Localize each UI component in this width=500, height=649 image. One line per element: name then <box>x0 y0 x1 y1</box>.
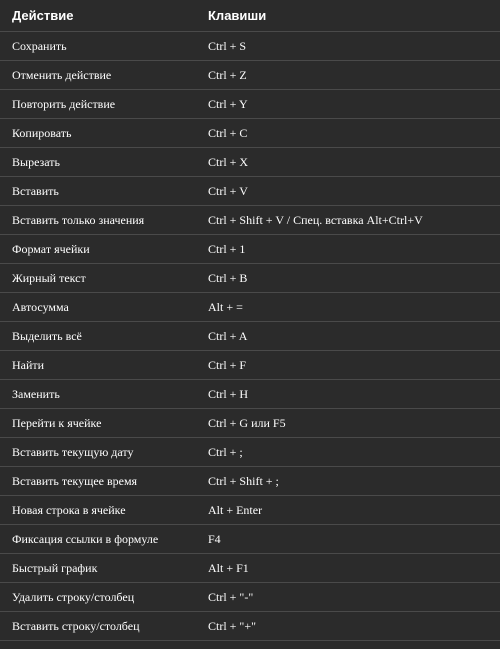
cell-keys: Ctrl + "-" <box>196 583 500 612</box>
table-row <box>0 32 500 61</box>
table-row <box>0 177 500 206</box>
cell-keys: Ctrl + Shift + V / Спец. вставка Alt+Ctrl+V <box>196 206 500 235</box>
cell-action: Отменить действие <box>0 61 196 90</box>
table-body <box>0 32 500 641</box>
cell-keys: Ctrl + B <box>196 264 500 293</box>
cell-keys: Alt + F1 <box>196 554 500 583</box>
cell-keys: Ctrl + H <box>196 380 500 409</box>
cell-keys: Ctrl + C <box>196 119 500 148</box>
cell-keys: F4 <box>196 525 500 554</box>
cell-keys: Ctrl + "+" <box>196 612 500 641</box>
cell-keys: Ctrl + Z <box>196 61 500 90</box>
cell-keys: Ctrl + Y <box>196 90 500 119</box>
cell-action: Заменить <box>0 380 196 409</box>
table-row <box>0 612 500 641</box>
cell-action: Вставить текущее время <box>0 467 196 496</box>
cell-action: Повторить действие <box>0 90 196 119</box>
cell-keys: Alt + = <box>196 293 500 322</box>
table-row <box>0 293 500 322</box>
table-row <box>0 206 500 235</box>
cell-keys: Ctrl + A <box>196 322 500 351</box>
table-row <box>0 438 500 467</box>
table-row <box>0 235 500 264</box>
cell-keys: Ctrl + X <box>196 148 500 177</box>
column-header-action: Действие <box>0 0 196 32</box>
cell-action: Вставить текущую дату <box>0 438 196 467</box>
table-row <box>0 351 500 380</box>
table-row <box>0 322 500 351</box>
cell-action: Автосумма <box>0 293 196 322</box>
cell-action: Вставить строку/столбец <box>0 612 196 641</box>
table-row <box>0 148 500 177</box>
cell-keys: Ctrl + ; <box>196 438 500 467</box>
cell-action: Формат ячейки <box>0 235 196 264</box>
cell-keys: Ctrl + 1 <box>196 235 500 264</box>
table-header <box>0 0 500 32</box>
table-row <box>0 90 500 119</box>
column-header-keys: Клавиши <box>196 0 500 32</box>
table-row <box>0 496 500 525</box>
cell-action: Жирный текст <box>0 264 196 293</box>
table-row <box>0 119 500 148</box>
cell-action: Выделить всё <box>0 322 196 351</box>
table-row <box>0 380 500 409</box>
table-row <box>0 409 500 438</box>
cell-keys: Ctrl + Shift + ; <box>196 467 500 496</box>
cell-action: Вырезать <box>0 148 196 177</box>
table-row <box>0 467 500 496</box>
table-header-row <box>0 0 500 32</box>
cell-keys: Ctrl + F <box>196 351 500 380</box>
cell-action: Сохранить <box>0 32 196 61</box>
cell-action: Вставить только значения <box>0 206 196 235</box>
cell-keys: Alt + Enter <box>196 496 500 525</box>
cell-keys: Ctrl + G или F5 <box>196 409 500 438</box>
table-row <box>0 264 500 293</box>
cell-action: Быстрый график <box>0 554 196 583</box>
cell-keys: Ctrl + S <box>196 32 500 61</box>
cell-action: Удалить строку/столбец <box>0 583 196 612</box>
cell-action: Перейти к ячейке <box>0 409 196 438</box>
cell-action: Вставить <box>0 177 196 206</box>
table-row <box>0 61 500 90</box>
cell-action: Фиксация ссылки в формуле <box>0 525 196 554</box>
cell-action: Найти <box>0 351 196 380</box>
cell-action: Копировать <box>0 119 196 148</box>
cell-action: Новая строка в ячейке <box>0 496 196 525</box>
table-row <box>0 583 500 612</box>
cell-keys: Ctrl + V <box>196 177 500 206</box>
table-row <box>0 554 500 583</box>
table-row <box>0 525 500 554</box>
